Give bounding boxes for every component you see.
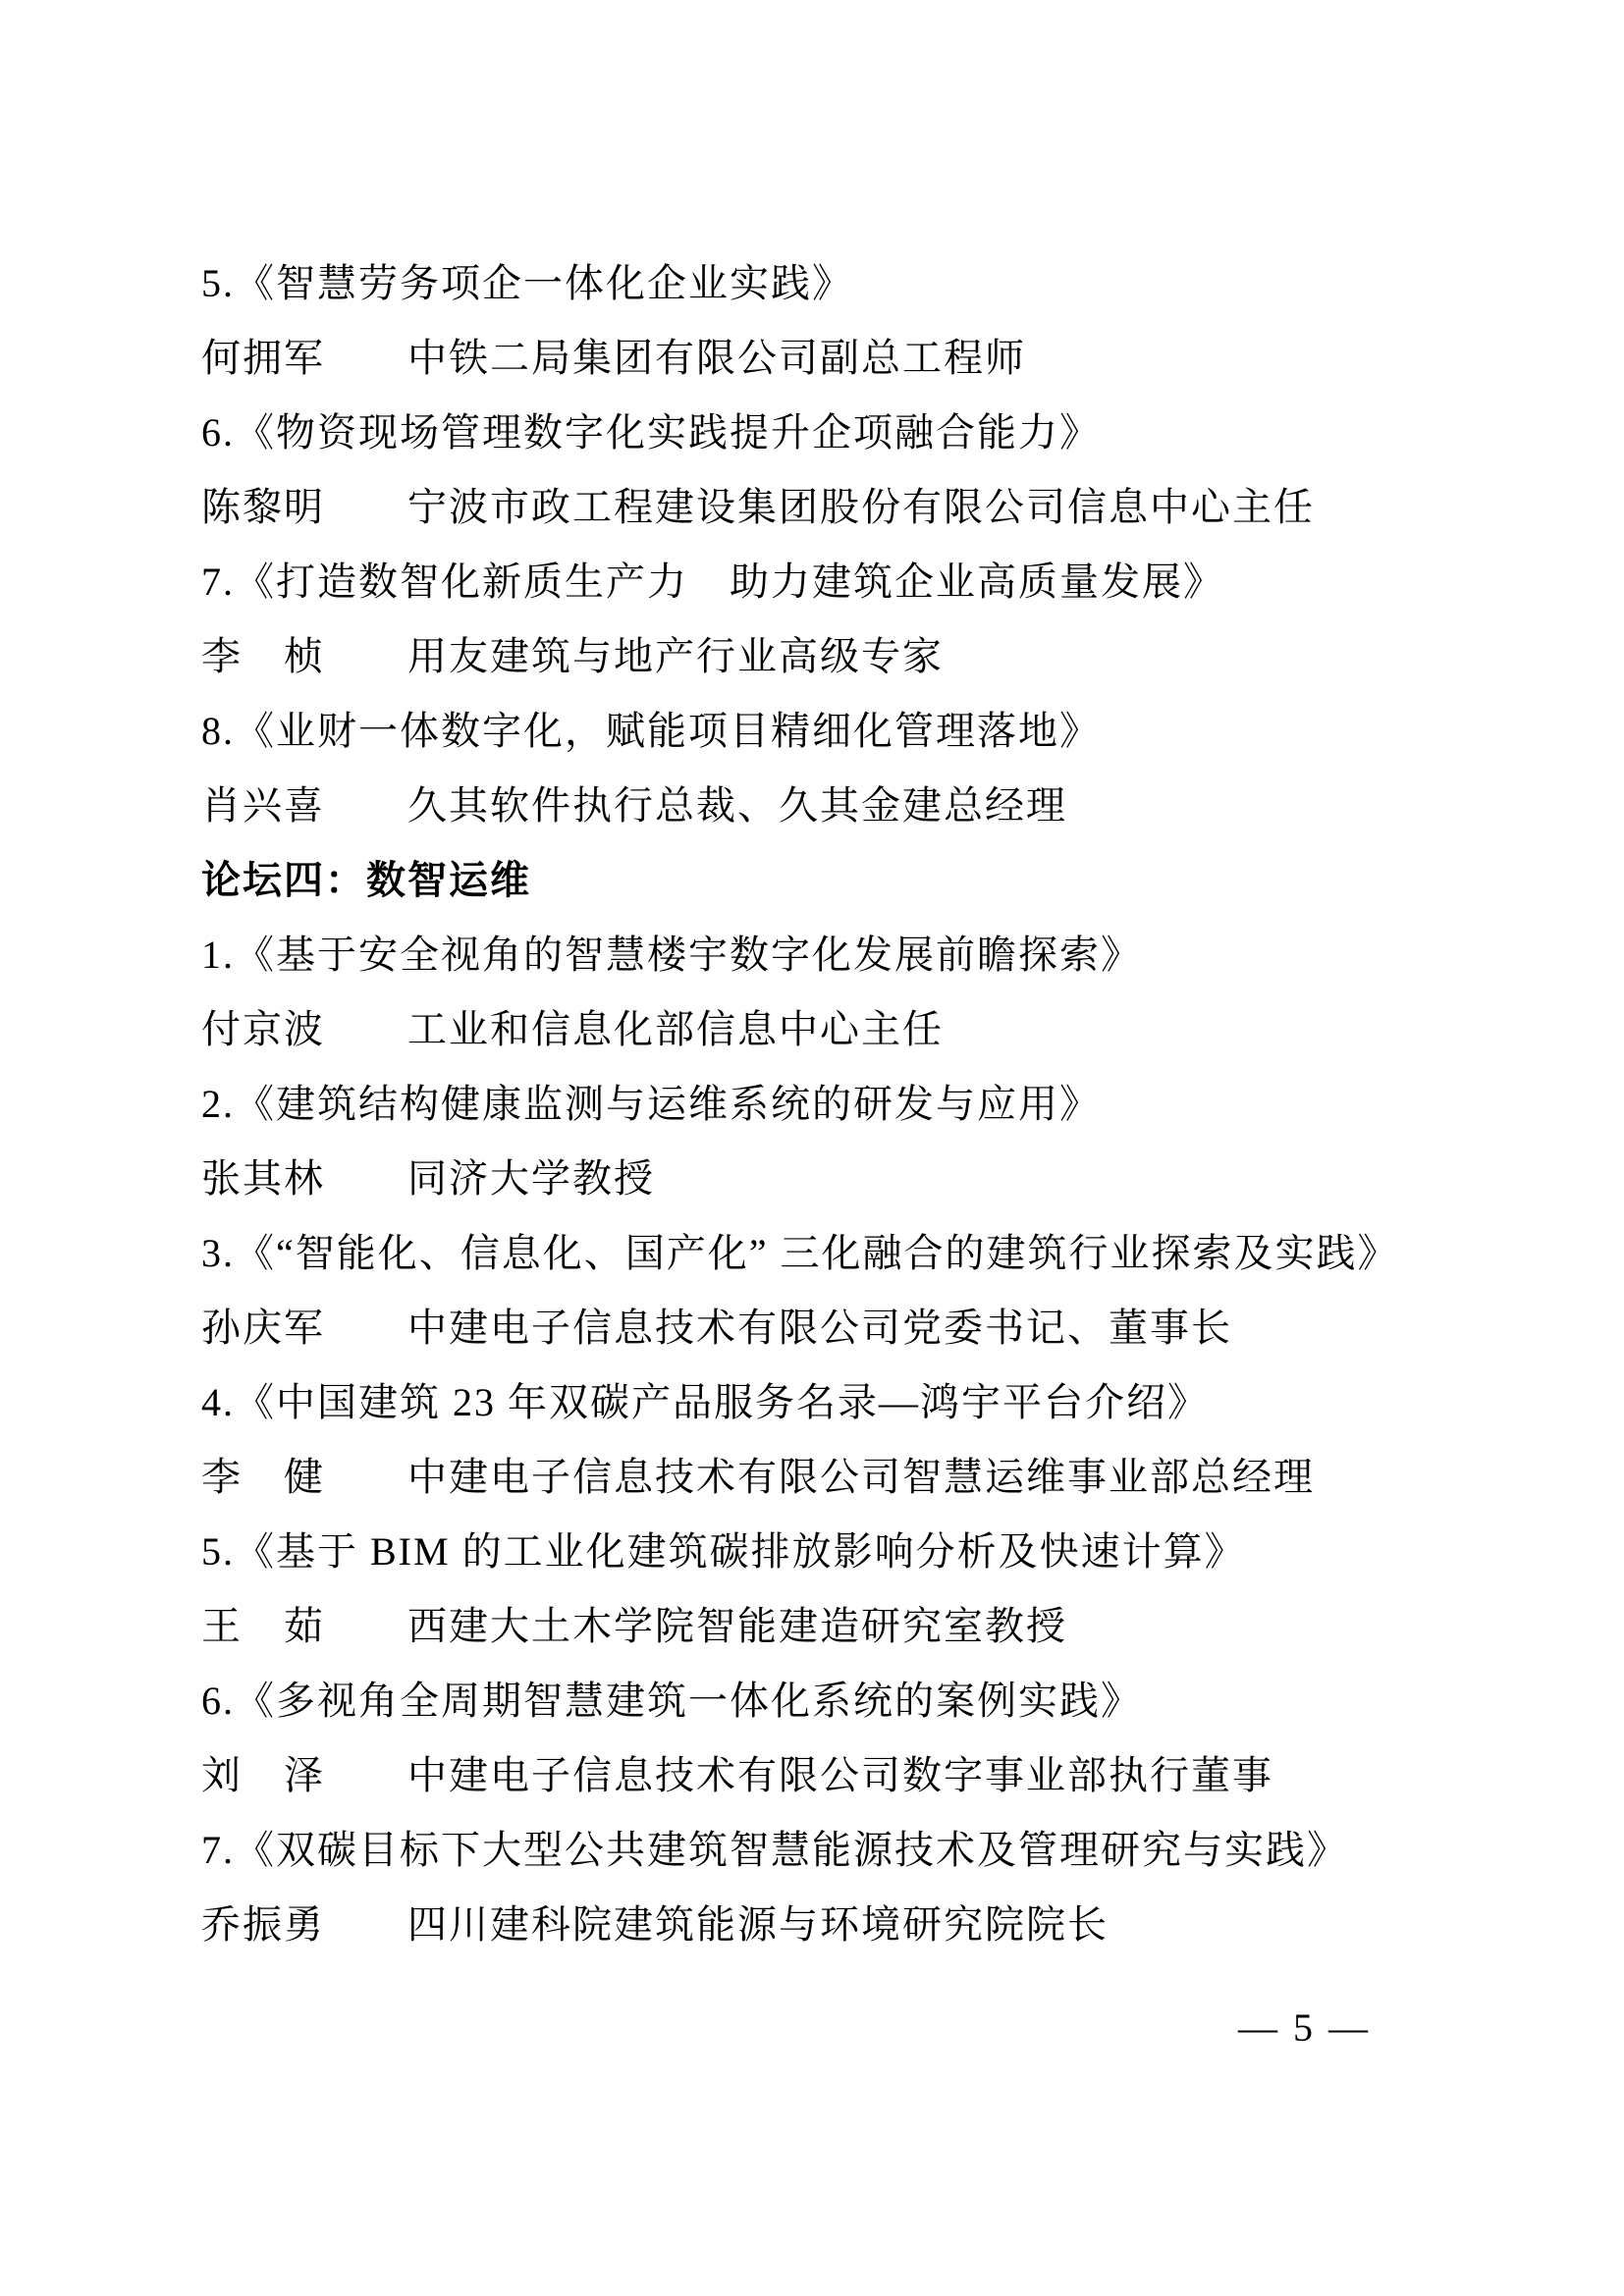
speaker-line: 李 健 中建电子信息技术有限公司智慧运维事业部总经理 — [201, 1454, 1315, 1499]
agenda-item-line: 6.《多视角全周期智慧建筑一体化系统的案例实践》 — [201, 1678, 1142, 1723]
agenda-item-line: 7.《双碳目标下大型公共建筑智慧能源技术及管理研究与实践》 — [201, 1827, 1348, 1872]
forum-heading: 论坛四：数智运维 — [201, 857, 531, 902]
page-number: — 5 — — [1238, 2005, 1371, 2050]
speaker-line: 乔振勇 四川建科院建筑能源与环境研究院院长 — [201, 1901, 1109, 1947]
speaker-line: 何拥军 中铁二局集团有限公司副总工程师 — [201, 335, 1026, 380]
agenda-item-line: 8.《业财一体数字化，赋能项目精细化管理落地》 — [201, 708, 1101, 753]
speaker-line: 付京波 工业和信息化部信息中心主任 — [201, 1006, 944, 1051]
agenda-item-line: 7.《打造数智化新质生产力 助力建筑企业高质量发展》 — [201, 559, 1224, 604]
agenda-item-line: 6.《物资现场管理数字化实践提升企项融合能力》 — [201, 409, 1101, 454]
agenda-item-line: 2.《建筑结构健康监测与运维系统的研发与应用》 — [201, 1081, 1101, 1126]
speaker-line: 陈黎明 宁波市政工程建设集团股份有限公司信息中心主任 — [201, 484, 1315, 529]
speaker-line: 刘 泽 中建电子信息技术有限公司数字事业部执行董事 — [201, 1752, 1273, 1797]
agenda-item-line: 3.《“智能化、信息化、国产化” 三化融合的建筑行业探索及实践》 — [201, 1230, 1399, 1275]
agenda-list — [201, 242, 1468, 1958]
agenda-item-line: 5.《智慧劳务项企一体化企业实践》 — [201, 260, 853, 305]
agenda-item-line: 5.《基于 BIM 的工业化建筑碳排放影响分析及快速计算》 — [201, 1528, 1246, 1574]
agenda-item-line: 4.《中国建筑 23 年双碳产品服务名录—鸿宇平台介绍》 — [201, 1379, 1209, 1424]
speaker-line: 张其林 同济大学教授 — [201, 1155, 655, 1201]
agenda-item-line: 1.《基于安全视角的智慧楼宇数字化发展前瞻探索》 — [201, 932, 1142, 977]
speaker-line: 李 桢 用友建筑与地产行业高级专家 — [201, 633, 944, 678]
speaker-line: 孙庆军 中建电子信息技术有限公司党委书记、董事长 — [201, 1305, 1232, 1350]
speaker-line: 王 茹 西建大土木学院智能建造研究室教授 — [201, 1603, 1067, 1648]
speaker-line: 肖兴喜 久其软件执行总裁、久其金建总经理 — [201, 782, 1067, 828]
